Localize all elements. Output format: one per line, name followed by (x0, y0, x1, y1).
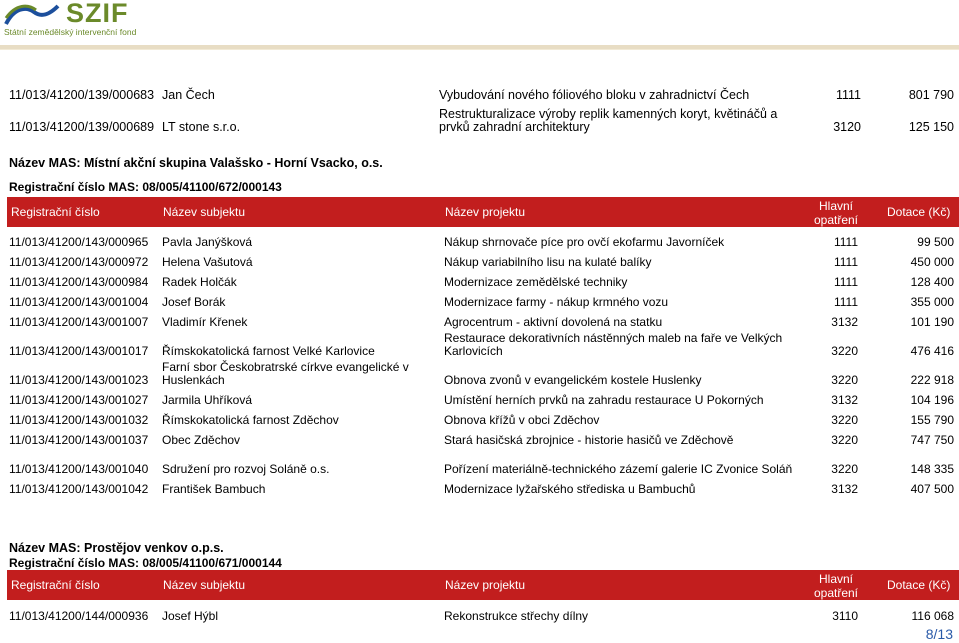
cell-subject: František Bambuch (162, 482, 266, 496)
cell-subsidy: 116 068 (911, 609, 954, 623)
table-row (7, 309, 956, 329)
cell-subject: Josef Hýbl (162, 609, 219, 623)
cell-subject: Helena Vašutová (162, 255, 253, 269)
cell-project: Vybudování nového fóliového bloku v zahradnictví Čech (439, 88, 750, 102)
cell-reg: 11/013/41200/143/001027 (9, 393, 149, 407)
cell-measure: 1111 (835, 88, 861, 102)
mas-reg-number: Registrační číslo MAS: 08/005/41100/672/000143 (9, 180, 282, 194)
cell-reg: 11/013/41200/143/001042 (9, 482, 149, 496)
page-number: 8/13 (925, 626, 953, 642)
header-subject: Název subjektu (163, 578, 246, 592)
cell-project: Nákup shrnovače píce pro ovčí ekofarmu Javorníček (444, 235, 725, 249)
cell-subsidy: 222 918 (910, 373, 954, 387)
logo-name: SZIF (66, 0, 129, 28)
cell-subsidy: 125 150 (908, 120, 954, 134)
mas-name: Název MAS: Místní akční skupina Valašsko - Horní Vsacko, o.s. (9, 156, 383, 170)
cell-measure: 1111 (833, 255, 858, 269)
cell-subject: Pavla Janýšková (162, 235, 253, 249)
table-row (7, 229, 956, 249)
table-row (7, 329, 956, 358)
cell-subsidy: 128 400 (910, 275, 954, 289)
cell-subsidy: 101 190 (910, 315, 954, 329)
cell-subject: Římskokatolická farnost Velké Karlovice (162, 344, 375, 358)
header-subsidy: Dotace (Kč) (887, 578, 951, 592)
cell-measure: 1111 (833, 295, 858, 309)
header-reg: Registrační číslo (11, 205, 100, 219)
table-header (7, 197, 959, 227)
table-row (7, 269, 956, 289)
mas-name: Název MAS: Prostějov venkov o.p.s. (9, 541, 224, 555)
table-row (7, 358, 956, 387)
header-measure-line2: opatření (813, 586, 859, 600)
header-measure (805, 572, 867, 600)
cell-project: Nákup variabilního lisu na kulaté balíky (444, 255, 652, 269)
header-rule-thin (0, 49, 959, 50)
cell-measure: 3110 (832, 609, 858, 623)
cell-measure: 3220 (831, 433, 858, 447)
cell-measure: 1111 (833, 275, 858, 289)
table-row (7, 249, 956, 269)
cell-project: Modernizace lyžařského střediska u Bambuchů (444, 482, 696, 496)
cell-project: Restrukturalizace výroby replik kamenných koryt, květináčů a prvků zahradní architektury (439, 107, 778, 134)
table-row (7, 427, 956, 447)
cell-subsidy: 450 000 (910, 255, 954, 269)
cell-subject: Vladimír Křenek (162, 315, 248, 329)
cell-measure: 3120 (833, 120, 861, 134)
cell-subsidy: 476 416 (910, 344, 954, 358)
table-row (7, 387, 956, 407)
table-row (7, 407, 956, 427)
cell-reg: 11/013/41200/143/001032 (9, 413, 149, 427)
header-subsidy: Dotace (Kč) (887, 205, 951, 219)
cell-measure: 3220 (831, 373, 858, 387)
cell-reg: 11/013/41200/143/001004 (9, 295, 149, 309)
cell-project: Agrocentrum - aktivní dovolená na statku (444, 315, 663, 329)
header-project: Název projektu (445, 205, 526, 219)
header-measure (805, 199, 867, 227)
cell-project: Umístění herních prvků na zahradu restaurace U Pokorných (444, 393, 764, 407)
cell-project: Obnova křížů v obci Zděchov (444, 413, 600, 427)
mas-reg-number: Registrační číslo MAS: 08/005/41100/671/000144 (9, 556, 282, 570)
cell-measure: 3220 (831, 344, 858, 358)
cell-reg: 11/013/41200/143/001007 (9, 315, 149, 329)
cell-project: Rekonstrukce střechy dílny (444, 609, 589, 623)
szif-logo (4, 2, 154, 36)
cell-subject: Jan Čech (162, 88, 215, 102)
szif-logo-mark-icon (4, 4, 60, 26)
header-measure-line1: Hlavní (818, 572, 853, 586)
cell-subsidy: 148 335 (910, 462, 954, 476)
cell-reg: 11/013/41200/143/001040 (9, 462, 149, 476)
cell-project: Pořízení materiálně-technického zázemí galerie IC Zvonice Soláň (444, 462, 793, 476)
cell-reg: 11/013/41200/143/001023 (9, 373, 149, 387)
cell-measure: 3132 (831, 315, 858, 329)
cell-subject: Sdružení pro rozvoj Soláně o.s. (162, 462, 330, 476)
cell-measure: 3220 (831, 462, 858, 476)
projects-table (7, 229, 956, 496)
cell-subject: Římskokatolická farnost Zděchov (162, 413, 339, 427)
cell-project: Restaurace dekorativních nástěnných maleb na faře ve Velkých Karlovicích (444, 331, 783, 358)
cell-project: Obnova zvonů v evangelickém kostele Huslenky (444, 373, 702, 387)
cell-project: Modernizace farmy - nákup krmného vozu (444, 295, 669, 309)
cell-reg: 11/013/41200/143/001037 (9, 433, 149, 447)
cell-reg: 11/013/41200/144/000936 (9, 609, 149, 623)
header-project: Název projektu (445, 578, 526, 592)
cell-reg: 11/013/41200/143/000965 (9, 235, 149, 249)
continuation-table (7, 84, 956, 134)
cell-project: Stará hasičská zbrojnice - historie hasičů ve Zděchově (444, 433, 734, 447)
cell-subsidy: 155 790 (910, 413, 954, 427)
cell-subsidy: 99 500 (917, 235, 954, 249)
cell-reg: 11/013/41200/139/000689 (9, 120, 155, 134)
cell-project: Modernizace zemědělské techniky (444, 275, 628, 289)
table-row (7, 603, 956, 623)
cell-subject: LT stone s.r.o. (162, 120, 241, 134)
cell-reg: 11/013/41200/143/000972 (9, 255, 149, 269)
cell-subsidy: 355 000 (910, 295, 954, 309)
projects-table (7, 603, 956, 623)
cell-subsidy: 801 790 (908, 88, 954, 102)
cell-subsidy: 104 196 (910, 393, 954, 407)
table-row (7, 102, 956, 134)
cell-reg: 11/013/41200/143/000984 (9, 275, 149, 289)
cell-subsidy: 747 750 (910, 433, 954, 447)
header-subject: Název subjektu (163, 205, 246, 219)
logo-subtitle: Státní zemědělský intervenční fond (4, 27, 137, 37)
cell-subsidy: 407 500 (910, 482, 954, 496)
cell-measure: 3220 (831, 413, 858, 427)
cell-measure: 3132 (831, 393, 858, 407)
cell-subject: Radek Holčák (162, 275, 237, 289)
header-measure-line2: opatření (813, 213, 859, 227)
table-row (7, 84, 956, 102)
cell-subject: Obec Zděchov (162, 433, 241, 447)
cell-subject: Josef Borák (162, 295, 226, 309)
table-header (7, 570, 959, 600)
cell-reg: 11/013/41200/139/000683 (9, 88, 155, 102)
table-row (7, 476, 956, 496)
cell-subject: Jarmila Uhříková (162, 393, 253, 407)
cell-measure: 3132 (831, 482, 858, 496)
cell-measure: 1111 (833, 235, 858, 249)
table-row (7, 447, 956, 476)
table-row (7, 289, 956, 309)
cell-reg: 11/013/41200/143/001017 (9, 344, 149, 358)
cell-subject: Farní sbor Českobratrské církve evangelické v Huslenkách (162, 360, 409, 387)
header-reg: Registrační číslo (11, 578, 100, 592)
header-measure-line1: Hlavní (818, 199, 853, 213)
